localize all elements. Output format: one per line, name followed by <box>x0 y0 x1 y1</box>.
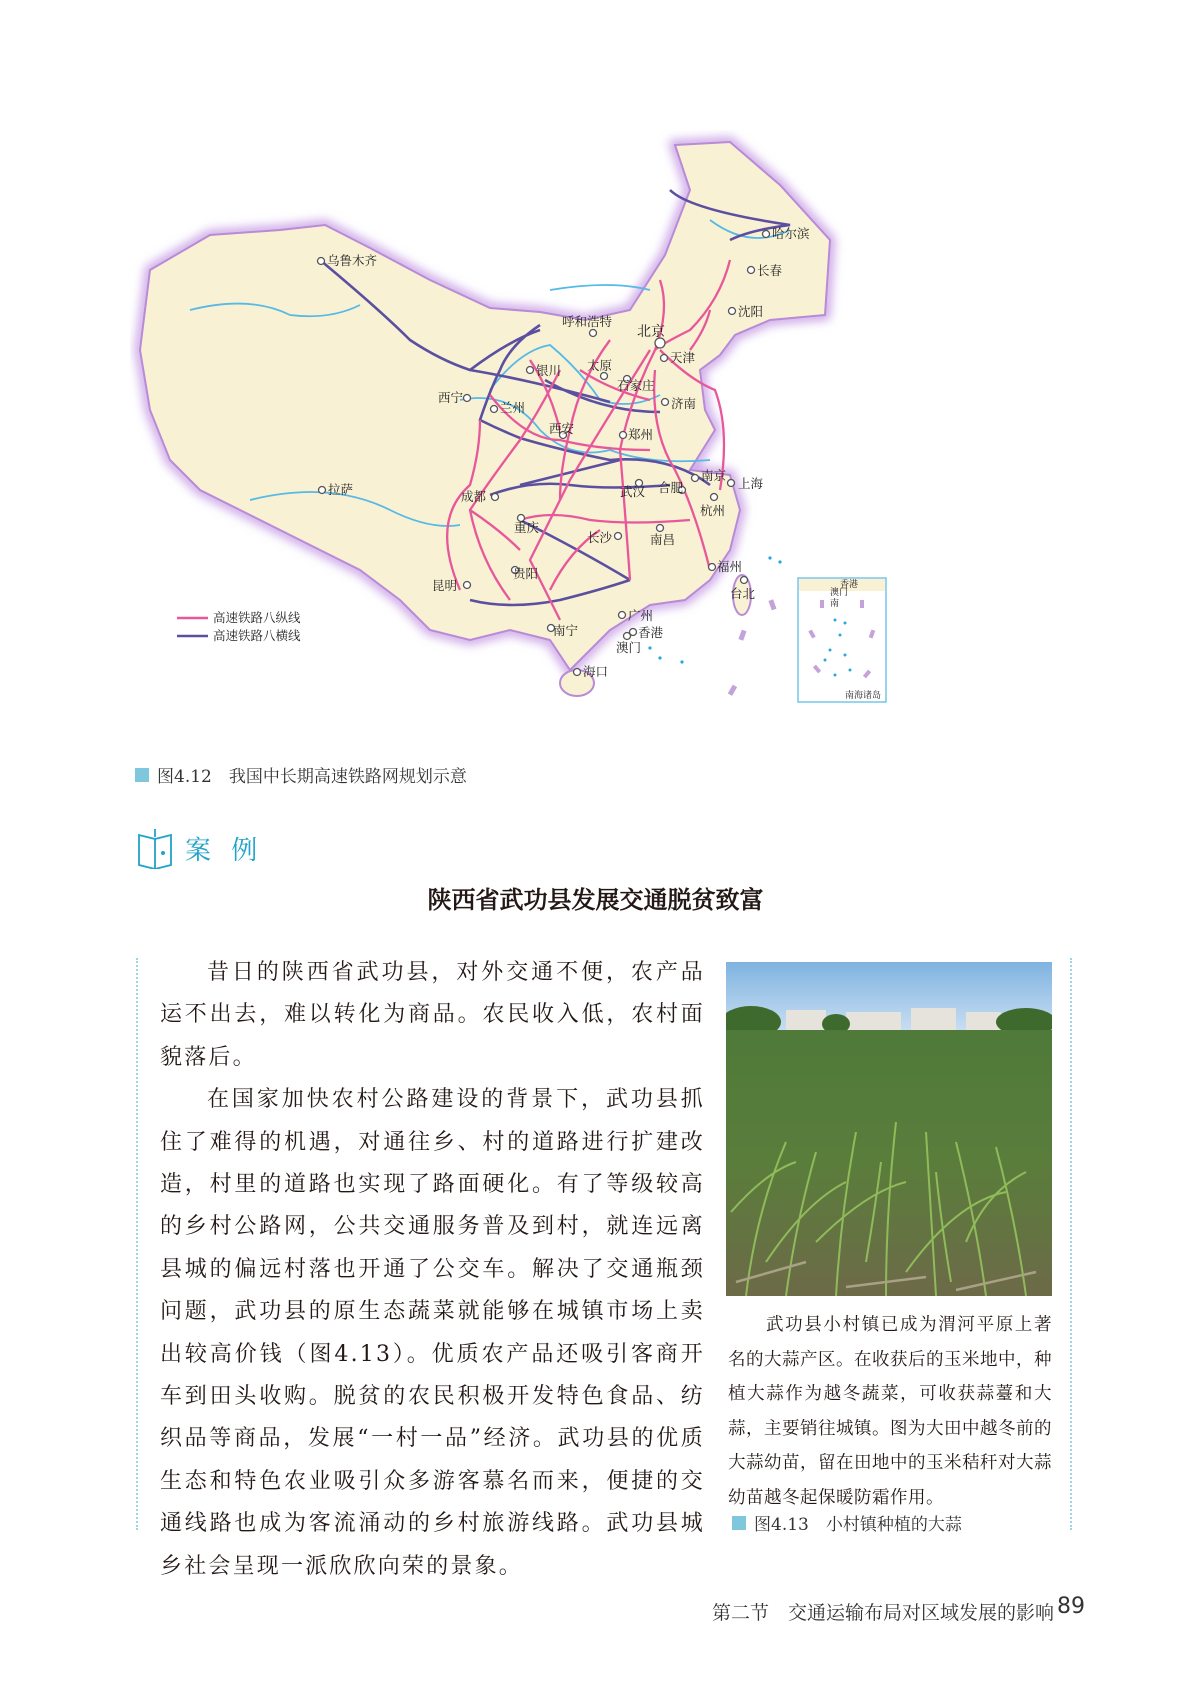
city-label-harbin: 哈尔滨 <box>772 226 810 241</box>
left-dotted-border <box>136 958 138 1530</box>
city-label-shenyang: 沈阳 <box>738 304 764 319</box>
photo-figure-label <box>732 1510 962 1535</box>
inset-macau-label: 澳门 <box>830 588 849 598</box>
photo-caption: 武功县小村镇已成为渭河平原上著名的大蒜产区。在收获后的玉米地中，种植大蒜作为越冬蔬菜，可收获蒜薹和大蒜，主要销往城镇。图为大田中越冬前的大蒜幼苗，留在田地中的玉米秸秆对大蒜幼苗越冬起保暖防霜作用。 <box>728 1315 1052 1508</box>
city-label-tianjin: 天津 <box>670 350 696 365</box>
legend-horizontal-label: 高速铁路八横线 <box>213 628 301 643</box>
legend-vertical-label: 高速铁路八纵线 <box>213 610 301 625</box>
case-title: 陕西省武功县发展交通脱贫致富 <box>427 886 764 914</box>
caption-marker-icon <box>732 1516 746 1530</box>
city-label-guiyang: 贵阳 <box>513 566 539 581</box>
city-label-hangzhou: 杭州 <box>700 503 726 518</box>
right-dotted-border <box>1070 958 1072 1530</box>
inset-extra-label: 南 <box>830 599 840 609</box>
article-body <box>160 952 705 1588</box>
city-label-chengdu: 成都 <box>461 489 487 504</box>
map-legend <box>177 610 301 643</box>
city-label-lanzhou: 兰州 <box>500 400 526 415</box>
city-label-hohhot: 呼和浩特 <box>562 314 613 329</box>
case-book-icon <box>135 827 175 869</box>
city-label-nanjing: 南京 <box>701 468 727 483</box>
city-label-jinan: 济南 <box>671 396 697 411</box>
city-label-chongqing: 重庆 <box>514 520 540 535</box>
city-label-nanchang: 南昌 <box>650 532 676 547</box>
city-label-taipei: 台北 <box>730 586 756 601</box>
city-label-taiyuan: 太原 <box>587 358 613 373</box>
city-label-wuhan: 武汉 <box>620 484 646 499</box>
city-label-hefei: 合肥 <box>658 480 684 495</box>
city-label-hongkong: 香港 <box>638 625 664 640</box>
city-label-changchun: 长春 <box>757 263 783 278</box>
city-label-fuzhou: 福州 <box>717 559 743 574</box>
city-label-yinchuan: 银川 <box>536 363 562 378</box>
south-sea-dashes <box>728 599 777 696</box>
photo-figure-label-text: 图4.13 小村镇种植的大蒜 <box>754 1515 962 1535</box>
case-header <box>135 827 263 869</box>
article-paragraph-1: 昔日的陕西省武功县，对外交通不便，农产品运不出去，难以转化为商品。农民收入低，农村面貌落后。 <box>160 960 705 1070</box>
city-label-macau: 澳门 <box>616 640 642 655</box>
map-caption-text: 图4.12 我国中长期高速铁路网规划示意 <box>157 767 467 787</box>
article-paragraph-2: 在国家加快农村公路建设的背景下，武功县抓住了难得的机遇，对通往乡、村的道路进行扩建改造，村里的道路也实现了路面硬化。有了等级较高的乡村公路网，公共交通服务普及到村，就连远离县城的偏远村落也开通了公交车。解决了交通瓶颈问题，武功县的原生态蔬菜就能够在城镇市场上卖出较高价钱（图4.13）。优质农产品还吸引客商开车到田头收购。脱贫的农民积极开发特色食品、纺织品等商品，发展“一村一品”经济。武功县的优质生态和特色农业吸引众多游客慕名而来，便捷的交通线路也成为客流涌动的乡村旅游线路。武功县城乡社会呈现一派欣欣向荣的景象。 <box>160 1087 705 1579</box>
city-label-guangzhou: 广州 <box>628 608 654 623</box>
page-number: 89 <box>1057 1594 1085 1619</box>
city-label-shijiazhuang: 石家庄 <box>617 378 655 393</box>
city-label-zhengzhou: 郑州 <box>628 427 654 442</box>
inset-hongkong-label: 香港 <box>840 580 859 590</box>
case-label: 案 例 <box>185 835 264 866</box>
city-label-lhasa: 拉萨 <box>328 482 354 497</box>
city-label-xining: 西宁 <box>438 390 464 405</box>
city-label-shanghai: 上海 <box>738 476 764 491</box>
south-china-sea-inset <box>798 578 886 702</box>
city-label-haikou: 海口 <box>583 664 609 679</box>
china-railway-map <box>130 130 960 760</box>
city-label-kunming: 昆明 <box>432 578 458 593</box>
footer-section-title: 第二节 交通运输布局对区域发展的影响 <box>712 1602 1055 1624</box>
map-figure-caption <box>135 762 467 787</box>
city-label-urumqi: 乌鲁木齐 <box>327 253 378 268</box>
caption-marker-icon <box>135 768 149 782</box>
city-label-changsha: 长沙 <box>587 530 613 545</box>
city-label-nanning: 南宁 <box>553 623 579 638</box>
city-label-xian: 西安 <box>549 421 575 436</box>
garlic-field-photo <box>726 962 1052 1296</box>
city-label-beijing: 北京 <box>637 324 665 340</box>
inset-title: 南海诸岛 <box>845 691 882 701</box>
